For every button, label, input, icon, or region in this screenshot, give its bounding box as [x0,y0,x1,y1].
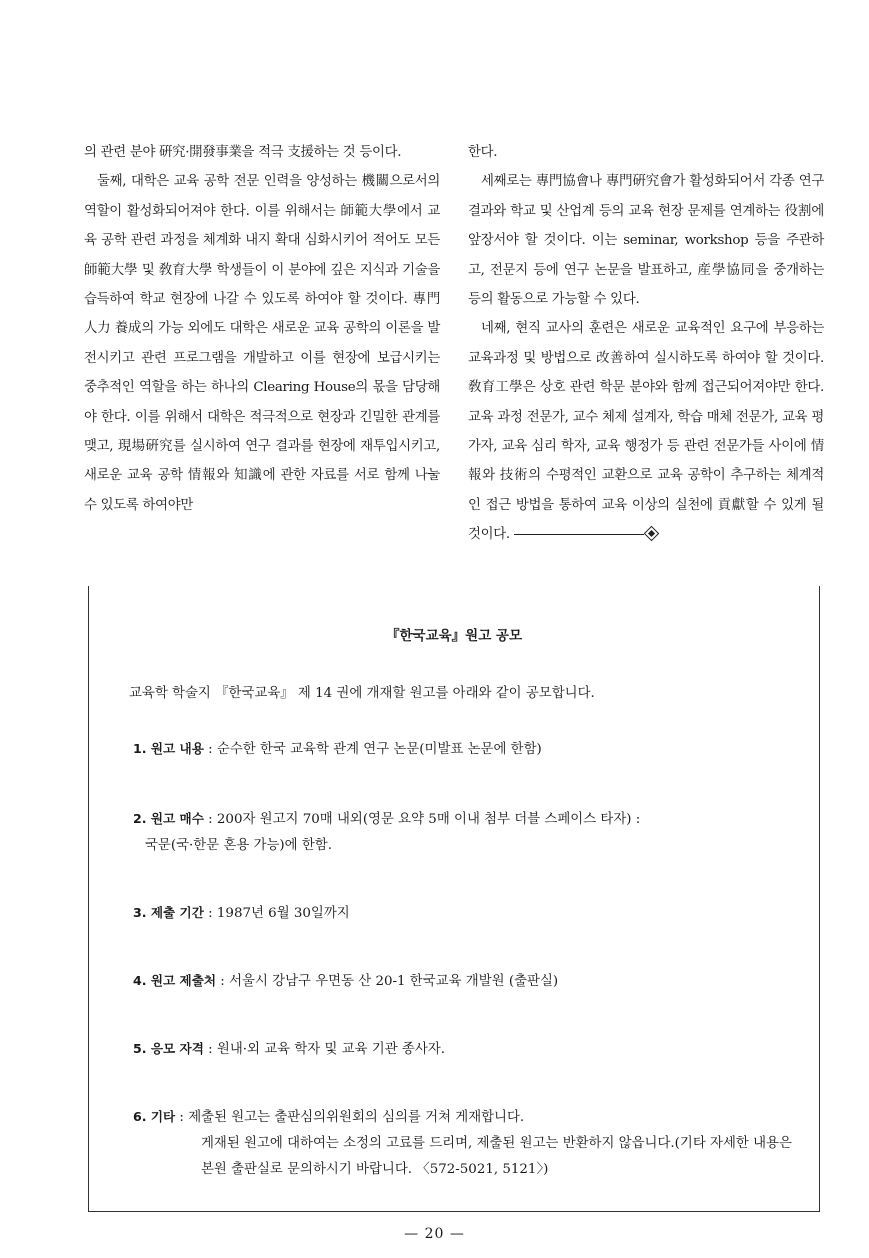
item-label: 제출 기간 [150,905,204,920]
end-diamond-icon [644,526,660,542]
item-separator: : [203,812,217,827]
item-separator: : [203,1042,217,1057]
item-label: 원고 내용 [150,741,204,756]
item-label: 응모 자격 [150,1041,204,1056]
notice-item-submission-address [133,968,793,995]
right-paragraph-3 [468,314,824,549]
notice-item-content [133,736,793,763]
item-separator: : [216,974,230,989]
notice-item-other [133,1104,793,1183]
page-number: — 20 — [404,1226,465,1242]
item-text: 서울시 강남구 우면동 산 20-1 한국교육 개발원 (출판실) [229,974,559,989]
item-text: 제출된 원고는 출판심의위원회의 심의를 거쳐 게재합니다. [188,1110,525,1125]
item-label: 기타 [150,1109,176,1124]
left-paragraph-2: 둘째, 대학은 교육 공학 전문 인력을 양성하는 機關으로서의 역할이 활성화되어져야 한다. 이를 위해서는 師範大學에서 교육 공학 관련 과정을 체계화 내지 확대 심화시키어 적어도 모든 師範大學 및 敎育大學 학생들이 이 분야에 깊은 지식과 기술을 습득하여 학교 현장에 나갈 수 있도록 하여야 할 것이다. 專門人力 養成의 가능 외에도 대학은 새로운 교육 공학의 이론을 발전시키고 관련 프로그램을 개발하고 이를 현장에 보급시키는 중추적인 역할을 하는 하나의 Clearing House의 몫을 담당해야 한다. 이를 위해서 대학은 적극적으로 현장과 긴밀한 관계를 맺고, 現場硏究를 실시하여 연구 결과를 현장에 재투입시키고, 새로운 교육 공학 情報와 知識에 관한 자료를 서로 함께 나눌 수 있도록 하여야만 [84,174,440,513]
right-paragraph-3-text: 네째, 현직 교사의 훈련은 새로운 교육적인 요구에 부응하는 교육과정 및 방법으로 改善하여 실시하도록 하여야 할 것이다. 敎育工學은 상호 관련 학문 분야와 함께 접근되어져야만 한다. 교육 과정 전문가, 교수 체제 설계자, 학습 매체 전문가, 교육 평가자, 교육 심리 학자, 교육 행정가 등 관련 전문가들 사이에 情報와 技術의 수평적인 교환으로 교육 공학이 추구하는 체계적인 접근 방법을 통하여 교육 이상의 실천에 貢獻할 수 있게 될 것이다. [468,321,824,543]
item-text: 순수한 한국 교육학 관계 연구 논문(미발표 논문에 한함) [216,742,542,757]
item-text: 원내·외 교육 학자 및 교육 기관 종사자. [216,1042,445,1057]
item-label: 원고 제출처 [150,973,217,988]
notice-item-eligibility [133,1036,793,1063]
item-separator: : [203,742,217,757]
end-rule [514,534,644,535]
item-continuation: 게재된 원고에 대하여는 소정의 고료를 드리며, 제출된 원고는 반환하지 않읍니다.(기타 자세한 내용은 본원 출판실로 문의하시기 바랍니다. 〈572-5021, 5121〉) [201,1136,792,1177]
article-body [84,138,824,550]
item-separator: : [175,1110,189,1125]
item-number: 1. [133,741,147,756]
right-paragraph-2: 세째로는 專門協會나 專門硏究會가 활성화되어서 각종 연구 결과와 학교 및 산업계 등의 교육 현장 문제를 연계하는 役割에 앞장서야 할 것이다. 이는 seminar, workshop 등을 주관하고, 전문지 등에 연구 논문을 발표하고, 産學協同을 중개하는 등의 활동으로 가능할 수 있다. [468,174,824,308]
notice-title: 『한국교육』원고 공모 [385,628,523,644]
item-text: 200자 원고지 70매 내외(영문 요약 5매 이내 첨부 더블 스페이스 타자) : [216,812,641,827]
item-number: 2. [133,811,147,826]
notice-intro: 교육학 학술지 『한국교육』 제 14 권에 개재할 원고를 아래와 같이 공모합니다. [129,686,595,701]
item-continuation: 국문(국·한문 혼용 가능)에 한함. [145,838,332,853]
item-number: 6. [133,1109,147,1124]
notice-item-length [133,806,793,859]
item-label: 원고 매수 [150,811,204,826]
left-paragraph-1: 의 관련 분야 硏究·開發事業을 적극 支援하는 것 등이다. [84,145,402,160]
call-for-papers-box [88,586,820,1212]
right-column [468,138,824,550]
item-separator: : [203,906,217,921]
item-text: 1987년 6월 30일까지 [216,906,350,921]
item-number: 5. [133,1041,147,1056]
left-column [84,138,440,550]
right-paragraph-1: 한다. [468,145,498,160]
notice-item-deadline [133,900,793,927]
item-number: 4. [133,973,147,988]
item-number: 3. [133,905,147,920]
